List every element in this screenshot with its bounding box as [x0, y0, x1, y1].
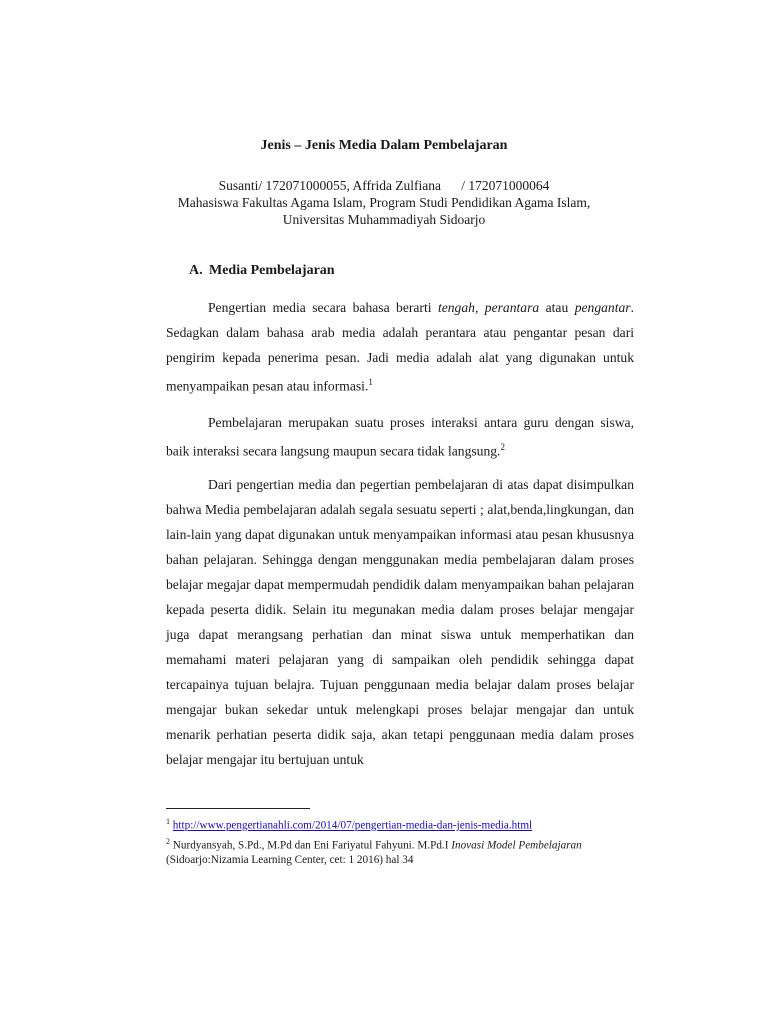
authors-line: Susanti/ 172071000055, Affrida Zulfiana / 172071000064 [218, 178, 550, 193]
footnote-link[interactable]: http://www.pengertianahli.com/2014/07/pengertian-media-dan-jenis-media.html [172, 819, 533, 832]
paragraph-text: Dari pengertian media dan pegertian pembelajaran di atas dapat disimpulkan bahwa Media pembelajaran adalah segala sesuatu seperti ; alat,benda,lingkungan, dan lain-lain yang dapat digunakan untuk menyampaikan informasi atau pesan khususnya bahan pelajaran. Sehingga dengan menggunakan media pembelajaran dalam proses belajar megajar dapat mempermudah pendidik dalam menyampaikan bahan pelajaran kepada peserta didik. Selain itu megunakan media dalam proses belajar mengajar juga dapat merangsang perhatian dan minat siswa untuk memperhatikan dan memahami materi pelajaran yang di sampaikan oleh pendidik sehingga dapat tercapainya tujuan belajra. Tujuan penggunaan media belajar dalam proses belajar mengajar bukan sekedar untuk melengkapi proses belajar mengajar dan untuk menarik perhatian peserta didik saja, akan tetapi penggunaan media dalam proses belajar mengajar itu bertujuan untuk [166, 477, 634, 767]
footnote-item [166, 814, 636, 834]
author-block [0, 177, 768, 228]
paragraph-text: . Sedagkan dalam bahasa arab media adalah perantara atau pengantar pesan dari pengirim kepada penerima pesan. Jadi media adalah alat yang digunakan untuk menyampaikan pesan atau informasi. [166, 300, 634, 394]
paragraph-text: Pengertian media secara bahasa berarti [208, 300, 438, 315]
paragraph [166, 410, 634, 464]
footnote-ref[interactable]: 1 [368, 377, 373, 387]
footnote-text: (Sidoarjo:Nizamia Learning Center, cet: 1 2016) hal 34 [166, 854, 414, 867]
footnote-item [166, 834, 636, 869]
paragraph-text: atau [539, 300, 575, 315]
footnote-number: 2 [166, 836, 170, 846]
paragraph-text: Pembelajaran merupakan suatu proses interaksi antara guru dengan siswa, baik interaksi secara langsung maupun secara tidak langsung. [166, 415, 634, 459]
italic-term: pengantar [574, 300, 631, 315]
document-title: Jenis – Jenis Media Dalam Pembelajaran [260, 138, 508, 153]
footnotes [166, 814, 636, 868]
section-heading [189, 263, 335, 279]
affiliation-line: Universitas Muhammadiyah Sidoarjo [282, 212, 486, 227]
paragraph [166, 472, 634, 772]
footnote-divider [166, 808, 310, 809]
paragraph [166, 295, 634, 399]
footnote-number: 1 [166, 817, 170, 826]
footnote-ref[interactable]: 2 [500, 442, 505, 452]
footnote-text: Nurdyansyah, S.Pd., M.Pd dan Eni Fariyatul Fahyuni. M.Pd.I [170, 839, 452, 852]
section-letter: A. [189, 263, 203, 278]
section-title: Media Pembelajaran [209, 263, 335, 278]
italic-term: tengah, perantara [437, 300, 540, 315]
affiliation-line: Mahasiswa Fakultas Agama Islam, Program Studi Pendidikan Agama Islam, [177, 195, 591, 210]
footnote-italic: Inovasi Model Pembelajaran [451, 839, 582, 852]
